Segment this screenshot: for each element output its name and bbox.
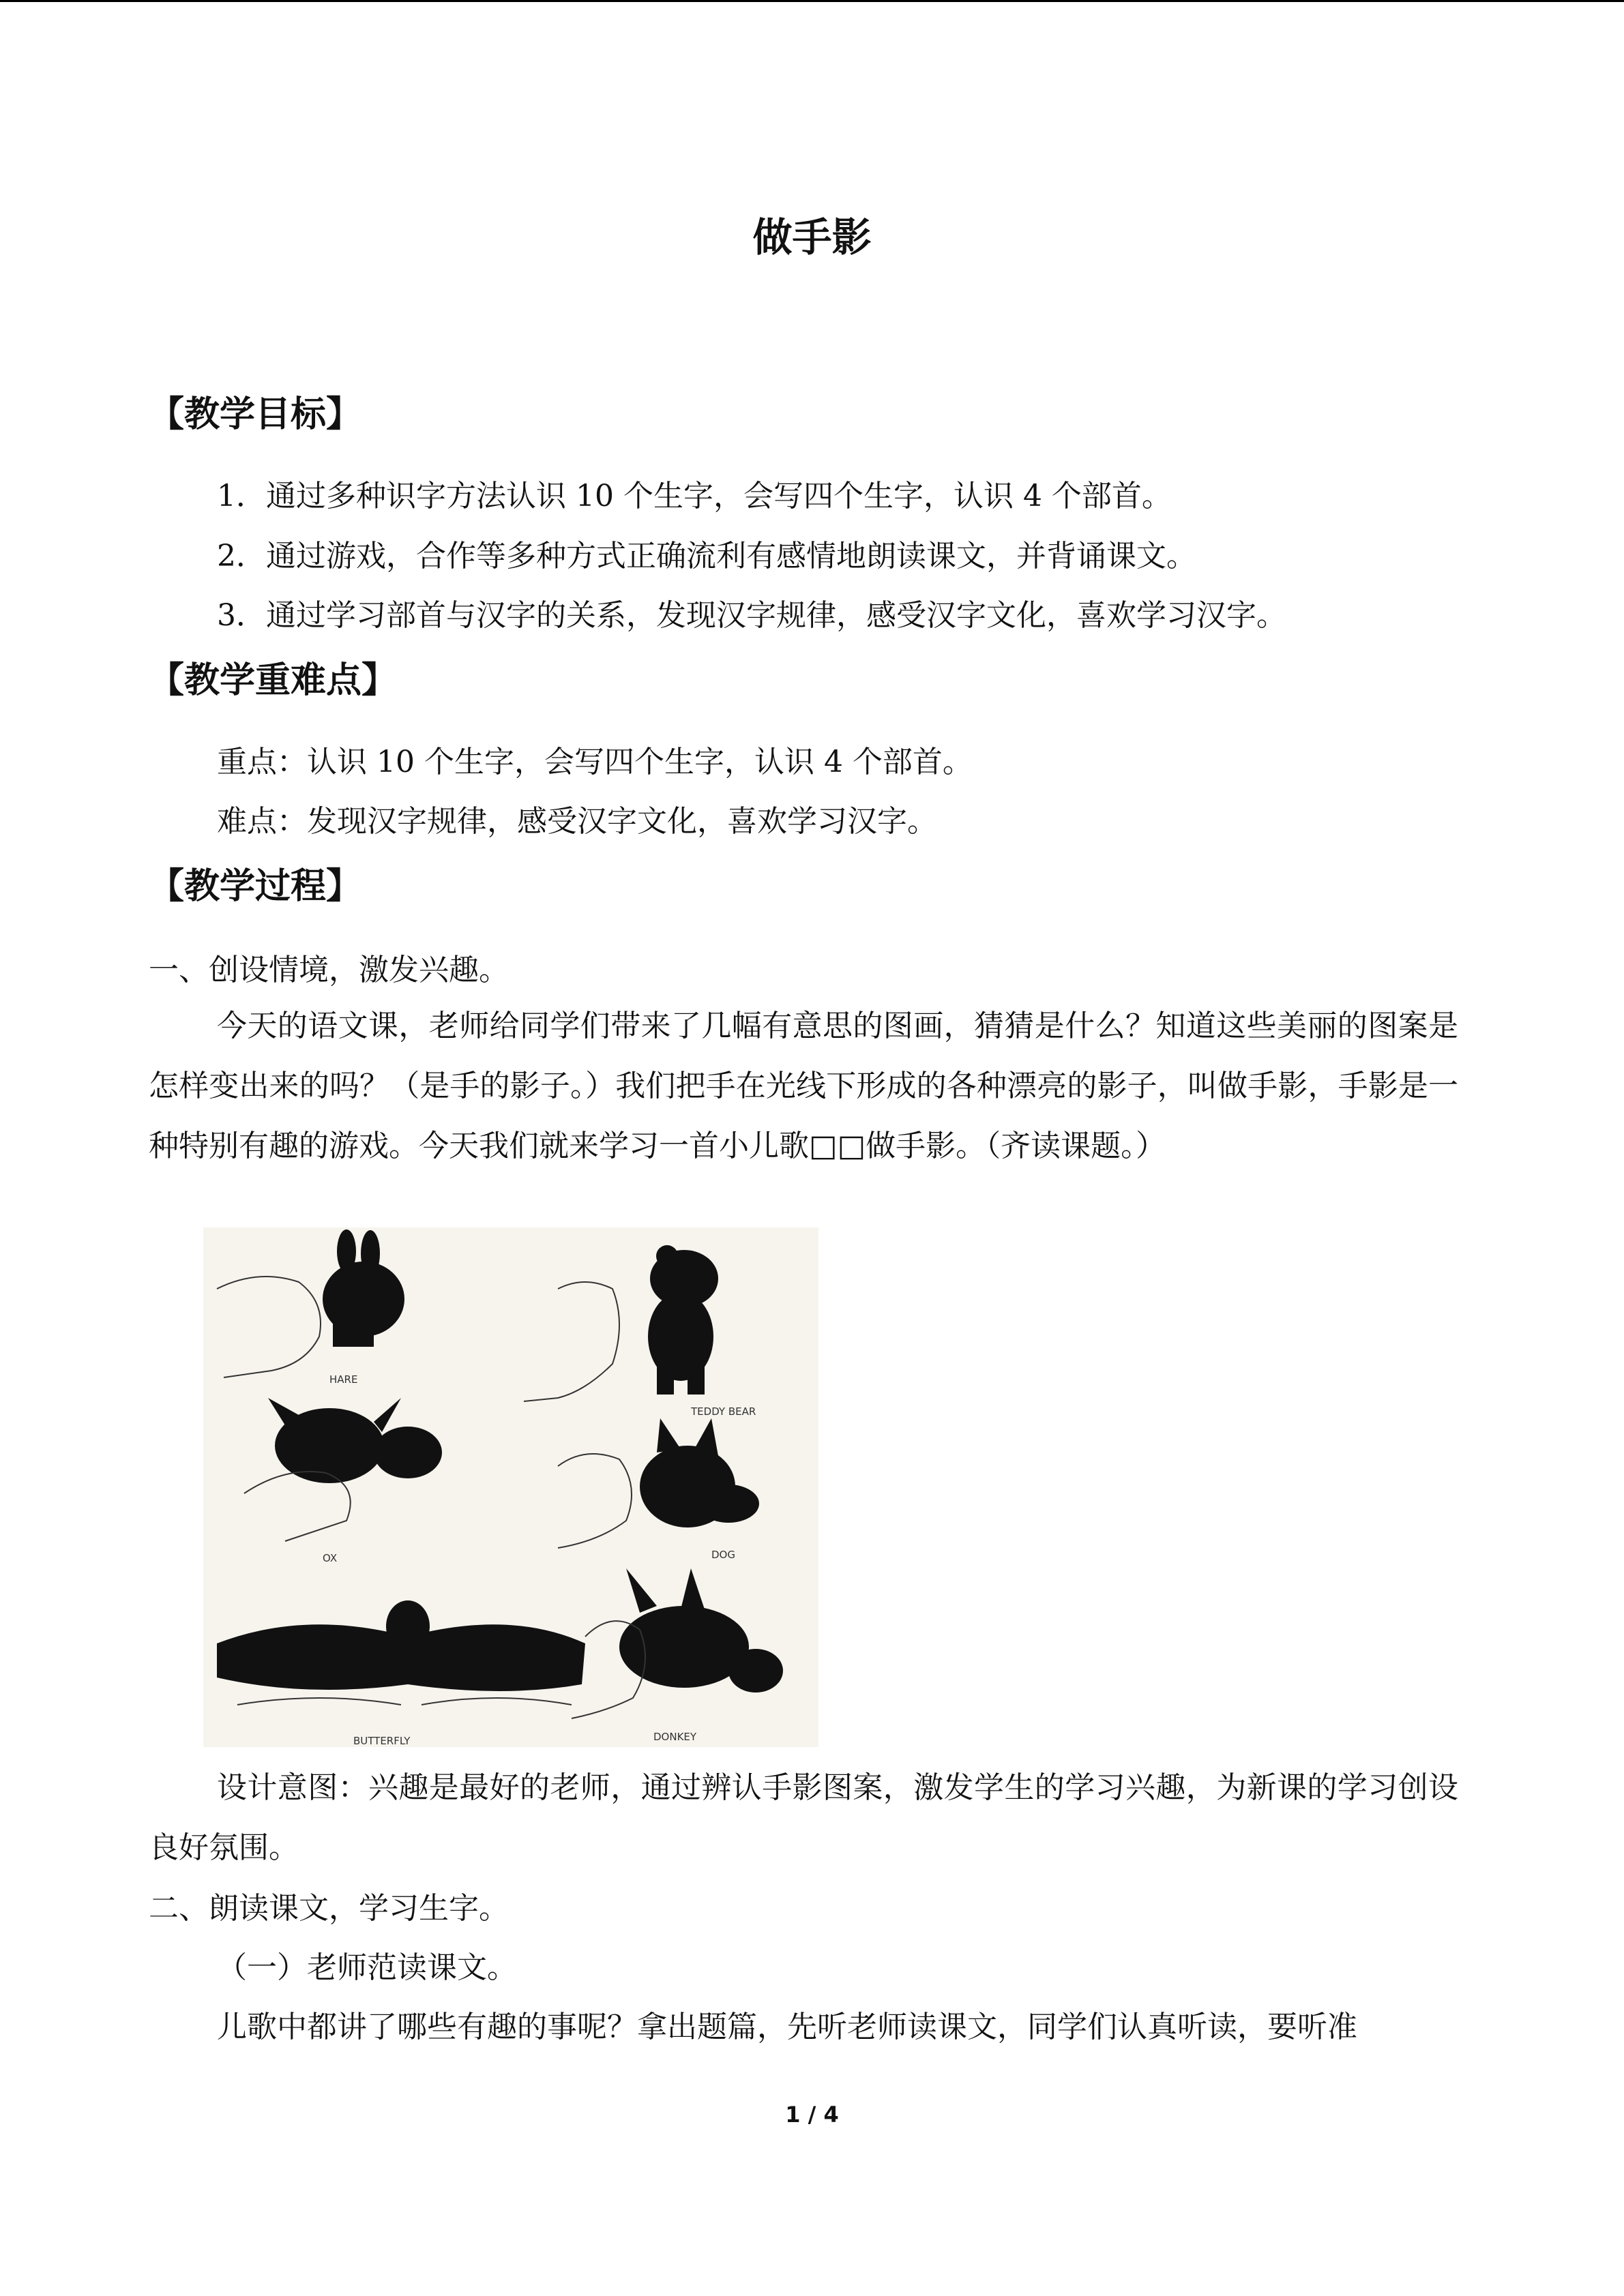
hand-shadow-illustration (203, 1227, 818, 1747)
step2-subtitle: （一）老师范读课文。 (217, 1950, 517, 1985)
butterfly-shadow-icon (217, 1600, 585, 1691)
page-number: 1 / 4 (785, 2102, 839, 2128)
keypoint-focus: 重点：认识 10 个生字，会写四个生字，认识 4 个部首。 (217, 745, 973, 779)
section-heading-goals: 【教学目标】 (149, 394, 362, 435)
ox-shadow-icon (268, 1398, 442, 1483)
hand-outline-bear (524, 1282, 619, 1401)
dog-shadow-icon (640, 1418, 759, 1527)
keypoint-difficulty: 难点：发现汉字规律，感受汉字文化，喜欢学习汉字。 (217, 804, 937, 839)
label-ox: OX (323, 1552, 338, 1564)
label-hare: HARE (329, 1373, 358, 1386)
section-heading-keypoints: 【教学重难点】 (149, 660, 398, 701)
donkey-shadow-icon (619, 1568, 783, 1693)
top-border (0, 0, 1624, 2)
hare-shadow-icon (323, 1229, 404, 1347)
label-teddy-bear: TEDDY BEAR (691, 1405, 756, 1418)
step2-paragraph: 儿歌中都讲了哪些有趣的事呢？拿出题篇，先听老师读课文，同学们认真听读，要听准 (217, 2010, 1357, 2044)
label-butterfly: BUTTERFLY (353, 1735, 411, 1747)
goal-item-2: 2．通过游戏，合作等多种方式正确流利有感情地朗读课文，并背诵课文。 (217, 539, 1196, 573)
step1-title: 一、创设情境，激发兴趣。 (149, 953, 509, 987)
hand-outline-dog (558, 1454, 632, 1548)
label-donkey: DONKEY (653, 1731, 697, 1743)
page-title: 做手影 (752, 214, 872, 260)
teddy-bear-shadow-icon (648, 1245, 718, 1395)
hand-outline-hare (217, 1277, 321, 1377)
step2-title: 二、朗读课文，学习生字。 (149, 1891, 509, 1926)
hand-shadow-figure (203, 1227, 818, 1747)
design-intent-paragraph: 设计意图：兴趣是最好的老师，通过辨认手影图案，激发学生的学习兴趣，为新课的学习创设良好氛围。 (149, 1770, 1458, 1865)
step1-paragraph: 今天的语文课，老师给同学们带来了几幅有意思的图画，猜猜是什么？知道这些美丽的图案是怎样变出来的吗？（是手的影子。）我们把手在光线下形成的各种漂亮的影子，叫做手影，手影是一种特别有趣的游戏。今天我们就来学习一首小儿歌□□做手影。（齐读课题。） (149, 1009, 1458, 1163)
section-heading-process: 【教学过程】 (149, 866, 362, 907)
hand-outline-butterfly (237, 1698, 572, 1705)
goal-item-3: 3．通过学习部首与汉字的关系，发现汉字规律，感受汉字文化，喜欢学习汉字。 (217, 598, 1286, 633)
goal-item-1: 1．通过多种识字方法认识 10 个生字，会写四个生字，认识 4 个部首。 (217, 479, 1172, 513)
label-dog: DOG (711, 1549, 735, 1561)
